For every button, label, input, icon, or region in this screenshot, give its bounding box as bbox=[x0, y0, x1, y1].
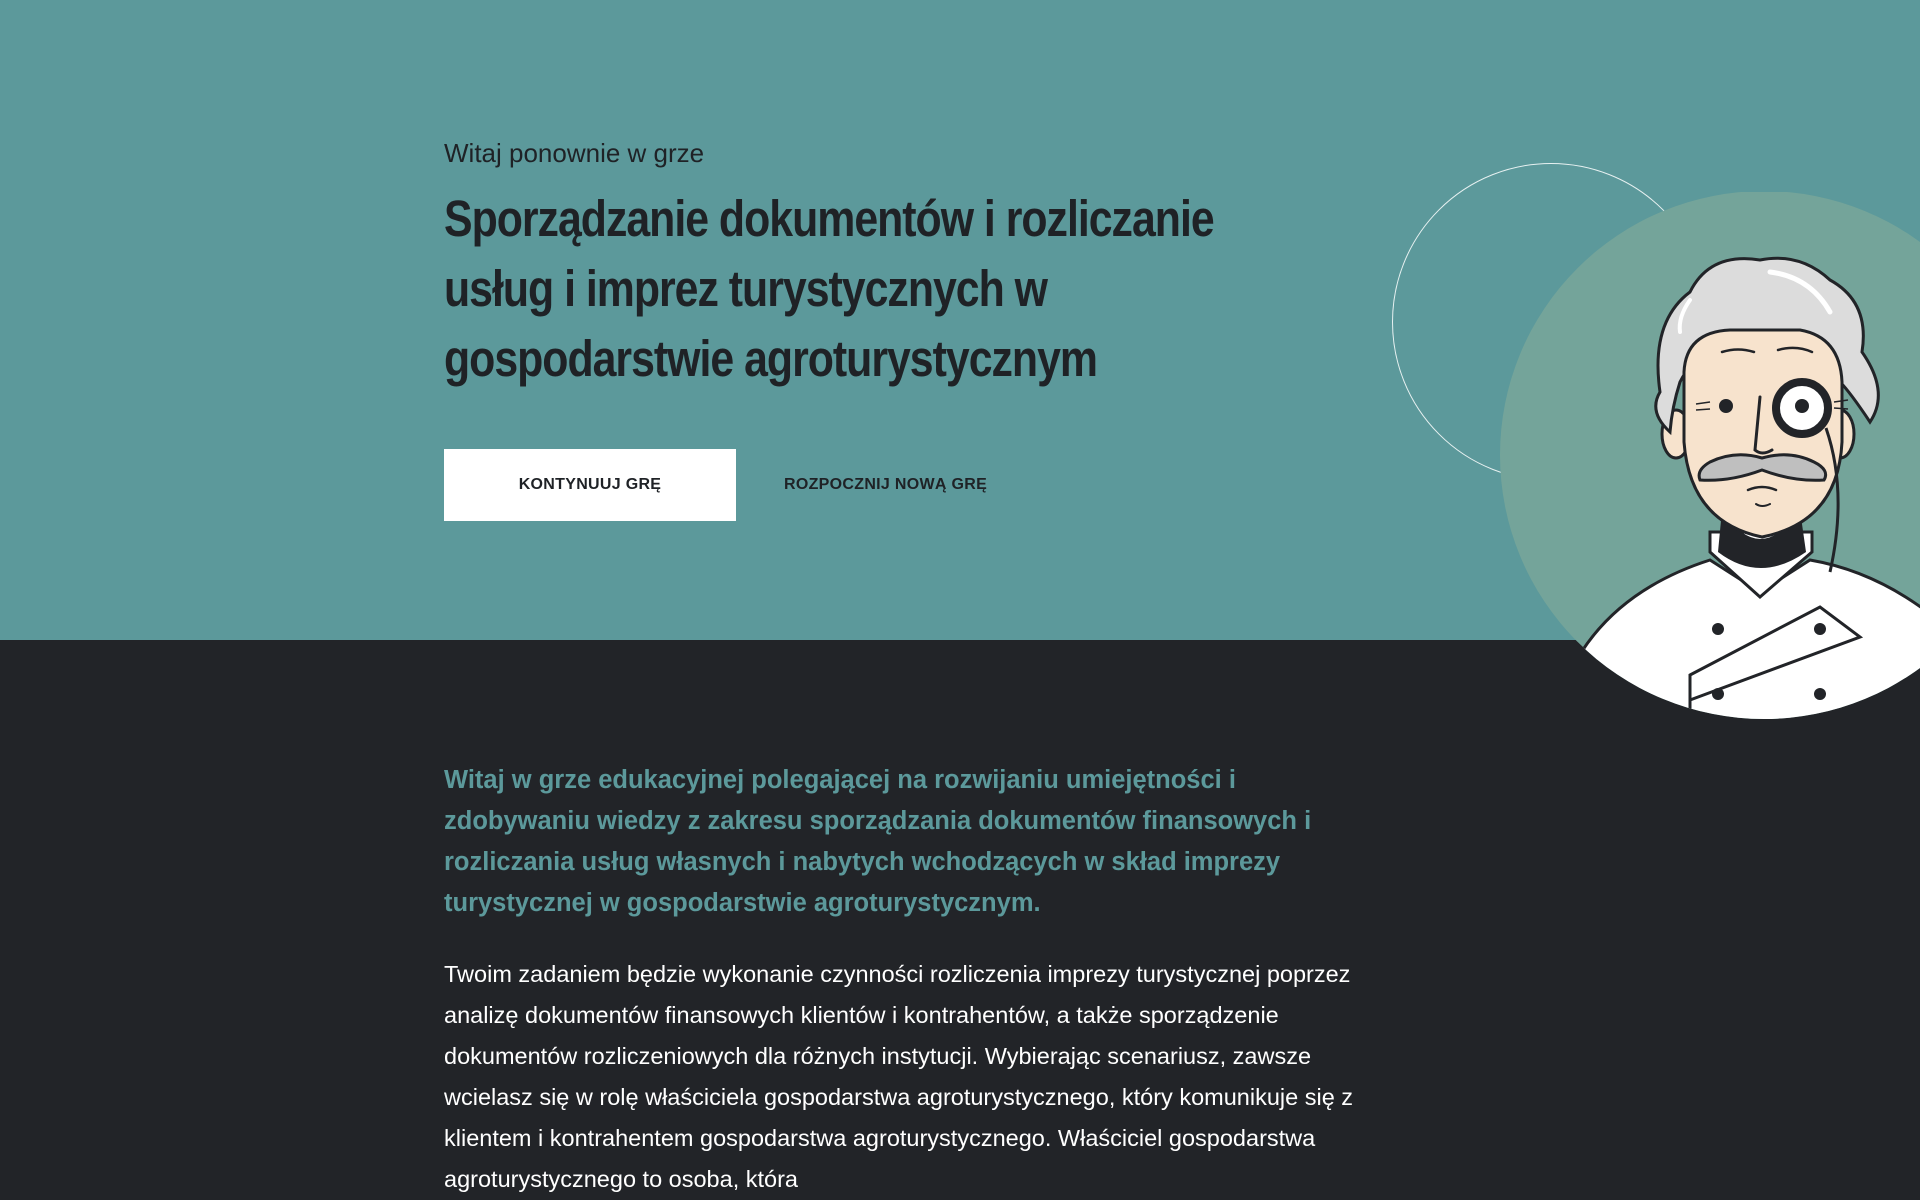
chef-with-monocle-illustration bbox=[1500, 192, 1920, 722]
welcome-back-text: Witaj ponownie w grze bbox=[444, 138, 705, 168]
intro-content bbox=[444, 760, 1364, 1200]
intro-lead-text: Witaj w grze edukacyjnej polegającej na rozwijaniu umiejętności i zdobywaniu wiedzy z zakresu sporządzania dokumentów finansowych i rozliczania usług własnych i nabytych wchodzących w skład imprezy turystycznej w gospodarstwie agroturystycznym. bbox=[444, 766, 1312, 917]
continue-game-button[interactable]: KONTYNUUJ GRĘ bbox=[444, 449, 736, 521]
start-new-game-button[interactable]: ROZPOCZNIJ NOWĄ GRĘ bbox=[776, 449, 995, 521]
hero-actions bbox=[444, 449, 995, 521]
hero-content bbox=[444, 136, 1324, 394]
page-title: Sporządzanie dokumentów i rozliczanie usług i imprez turystycznych w gospodarstwie agroturystycznym bbox=[444, 190, 1214, 387]
intro-body-text: Twoim zadaniem będzie wykonanie czynności rozliczenia imprezy turystycznej poprzez analizę dokumentów finansowych klientów i kontrahentów, a także sporządzenie dokumentów rozliczeniowych dla różnych instytucji. Wybierając scenariusz, zawsze wcielasz się w rolę właściciela gospodarstwa agroturystycznego, który komunikuje się z klientem i kontrahentem gospodarstwa agroturystycznego. Właściciel gospodarstwa agroturystycznego to osoba, która bbox=[444, 961, 1354, 1192]
